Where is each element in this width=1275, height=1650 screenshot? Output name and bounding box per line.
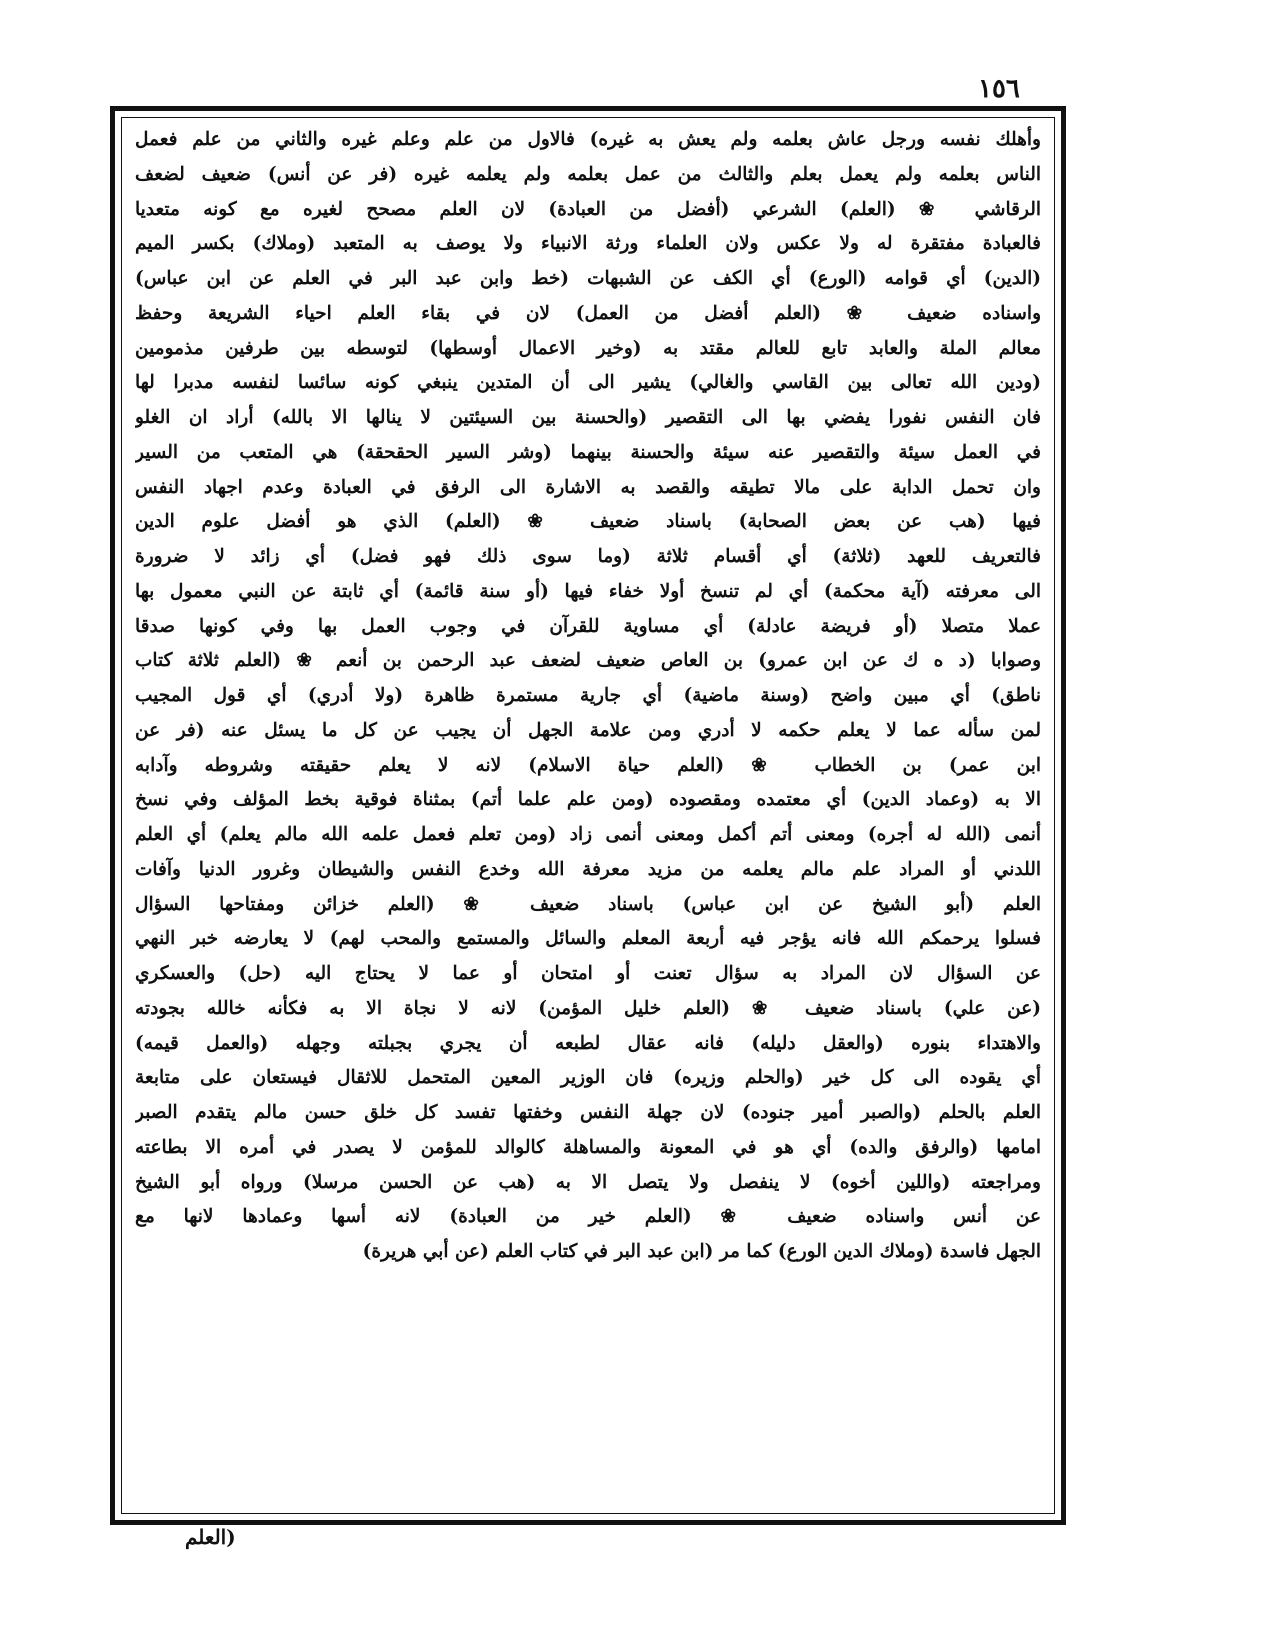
text-line: العلم (أبو الشيخ عن ابن عباس) باسناد ضعيف ❀ (العلم خزائن ومفتاحها السؤال: [135, 893, 1041, 915]
text-line: أنمى (الله له أجره) ومعنى أتم أكمل ومعنى أنمى زاد (ومن تعلم فعمل علمه الله مالم يعلم) أي العلم: [135, 824, 1041, 845]
text-line: (ودين الله تعالى بين القاسي والغالي) يشير الى أن المتدين ينبغي كونه سائسا لنفسه مدبرا لها: [135, 372, 1041, 394]
text-line: لمن سأله عما لا يعلم حكمه لا أدري ومن علامة الجهل أن يجيب عن كل ما يسئل عنه (فر عن: [135, 719, 1041, 741]
text-line: عن أنس واسناده ضعيف ❀ (العلم خير من العبادة) لانه أسها وعمادها لانها مع: [135, 1206, 1041, 1228]
text-line: فان النفس نفورا يفضي بها الى التقصير (والحسنة بين السيئتين لا ينالها الا بالله) أراد ان الغلو: [135, 407, 1041, 428]
text-line: اللدني أو المراد علم مالم يعلمه من مزيد معرفة الله وخدع النفس والشيطان وغرور الدنيا وآفات: [135, 858, 1041, 880]
text-line: فالتعريف للعهد (ثلاثة) أي أقسام ثلاثة (وما سوى ذلك فهو فضل) أي زائد لا ضرورة: [135, 546, 1041, 567]
text-line: عن السؤال لان المراد به سؤال تعنت أو امتحان أو عما لا يحتاج اليه (حل) والعسكري: [135, 963, 1041, 984]
text-line: فيها (هب عن بعض الصحابة) باسناد ضعيف ❀ (العلم) الذي هو أفضل علوم الدين: [135, 511, 1041, 533]
text-line: (عن علي) باسناد ضعيف ❀ (العلم خليل المؤمن) لانه لا نجاة الا به فكأنه خالله بجودته: [135, 997, 1041, 1019]
text-line: (الدين) أي قوامه (الورع) أي الكف عن الشبهات (خط وابن عبد البر في العلم عن ابن عباس): [135, 268, 1041, 289]
page-number: ١٥٦: [978, 74, 1020, 104]
text-line: والاهتداء بنوره (والعقل دليله) فانه عقال لطبعه أن يجري بجبلته وجهله (والعمل قيمه): [135, 1032, 1041, 1054]
text-line: ابن عمر) بن الخطاب ❀ (العلم حياة الاسلام) لانه لا يعلم حقيقته وشروطه وآدابه: [135, 754, 1041, 776]
text-line: وأهلك نفسه ورجل عاش بعلمه ولم يعش به غيره) فالاول من علم وعلم غيره والثاني من علم فعمل: [135, 129, 1041, 150]
text-line: الجهل فاسدة (وملاك الدين الورع) كما مر (ابن عبد البر في كتاب العلم (عن أبي هريرة): [362, 1241, 1041, 1262]
text-line: ناطق) أي مبين واضح (وسنة ماضية) أي جارية مستمرة ظاهرة (ولا أدري) أي قول المجيب: [135, 685, 1041, 706]
catchword: (العلم: [185, 1525, 236, 1549]
text-line: واسناده ضعيف ❀ (العلم أفضل من العمل) لان في بقاء العلم احياء الشريعة وحفظ: [135, 302, 1041, 324]
text-line: ومراجعته (واللين أخوه) لا ينفصل ولا يتصل الا به (هب عن الحسن مرسلا) ورواه أبو الشيخ: [135, 1171, 1041, 1193]
text-line: فالعبادة مفتقرة له ولا عكس ولان العلماء ورثة الانبياء ولا يوصف به المتعبد (وملاك) بكسر الميم: [135, 233, 1041, 255]
text-line: وصوابا (د ه ك عن ابن عمرو) بن العاص ضعيف لضعف عبد الرحمن بن أنعم ❀ (العلم ثلاثة كتاب: [135, 650, 1041, 672]
text-line: أي يقوده الى كل خير (والحلم وزيره) فان الوزير المعين المتحمل للاثقال فيستعان على متابعة: [135, 1067, 1041, 1089]
text-line: معالم الملة والعابد تابع للعالم مقتد به (وخير الاعمال أوسطها) لتوسطه بين طرفين مذمومين: [135, 337, 1041, 359]
text-line: في العمل سيئة والتقصير عنه سيئة والحسنة بينهما (وشر السير الحقحقة) هي المتعب من السير: [135, 441, 1041, 463]
text-line: الا به (وعماد الدين) أي معتمده ومقصوده (ومن علم علما أتم) بمثناة فوقية بخط المؤلف وفي نسخ: [135, 789, 1041, 811]
text-line: فسلوا يرحمكم الله فانه يؤجر فيه أربعة المعلم والسائل والمستمع والمحب لهم) لا يعارضه خبر النهي: [135, 928, 1041, 950]
page-border: [110, 106, 1066, 1525]
text-line: وان تحمل الدابة على مالا تطيقه والقصد به الاشارة الى الرفق في العبادة وعدم اجهاد النفس: [135, 476, 1041, 498]
text-line: الناس بعلمه ولم يعمل بعلم والثالث من عمل بعلمه ولم يعلمه غيره (فر عن أنس) ضعيف لضعف: [135, 163, 1041, 185]
text-line: الى معرفته (آية محكمة) أي لم تنسخ أولا خفاء فيها (أو سنة قائمة) أي ثابتة عن النبي معمول بها: [135, 580, 1041, 602]
text-line: العلم بالحلم (والصبر أمير جنوده) لان جهلة النفس وخفتها تفسد كل خلق حسن مالم يتقدم الصبر: [135, 1102, 1041, 1123]
text-line: امامها (والرفق والده) أي هو في المعونة والمساهلة كالوالد للمؤمن لا يصدر في أمره الا بطاعته: [135, 1136, 1041, 1158]
text-line: الرقاشي ❀ (العلم) الشرعي (أفضل من العبادة) لان العلم مصحح لغيره مع كونه متعديا: [135, 198, 1041, 220]
text-line: عملا متصلا (أو فريضة عادلة) أي مساوية للقرآن في وجوب العمل بها وفي كونها صدقا: [135, 615, 1041, 637]
text-body: [135, 123, 1041, 1512]
